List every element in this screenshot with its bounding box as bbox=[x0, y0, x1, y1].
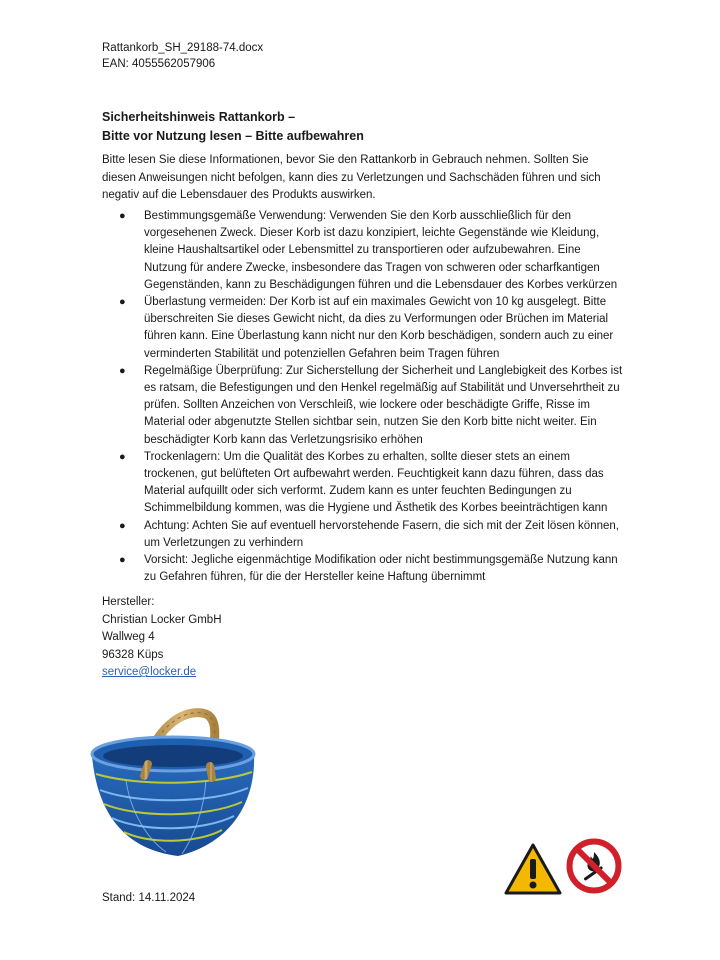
ean-code: EAN: 4055562057906 bbox=[102, 58, 216, 70]
list-item bbox=[102, 208, 624, 294]
manufacturer-email-link[interactable]: service@locker.de bbox=[102, 666, 197, 678]
manufacturer-label: Hersteller: bbox=[102, 596, 155, 608]
file-name: Rattankorb_SH_29188-74.docx bbox=[102, 42, 264, 54]
note-text: Vorsicht: Jegliche eigenmächtige Modifikation oder nicht bestimmungsgemäße Nutzung kann zu Gefahren führen, für die der Hersteller keine Haftung übernimmt bbox=[144, 554, 618, 584]
title-line-1: Sicherheitshinweis Rattankorb – bbox=[102, 110, 296, 124]
note-text: Achtung: Achten Sie auf eventuell hervorstehende Fasern, die sich mit der Zeit lösen können, um Verletzungen zu verhindern bbox=[144, 519, 619, 549]
list-item bbox=[102, 294, 624, 363]
bullet-icon: ● bbox=[119, 450, 126, 463]
bullet-icon: ● bbox=[119, 296, 126, 309]
list-item bbox=[102, 552, 624, 586]
note-text: Trockenlagern: Um die Qualität des Korbes zu erhalten, sollte dieser stets an einem trockenen, gut belüfteten Ort aufbewahrt werden. Feuchtigkeit kann dazu führen, dass das Material aufquillt oder sich verformt. Zudem kann es unter feuchten Bedingungen zu Schimmelbildung kommen, was die Hygiene und Ästhetik des Korbes beeinträchtigen kann bbox=[144, 450, 608, 515]
note-text: Überlastung vermeiden: Der Korb ist auf ein maximales Gewicht von 10 kg ausgelegt. Bitte überschreiten Sie dieses Gewicht nicht, da dies zu Verformungen oder Brüchen im Material führen kann. Eine Überlastung kann nicht nur den Korb beschädigen, sondern auch zu einer verminderten Stabilität und potenziellen Gefahren beim Tragen führen bbox=[144, 296, 614, 360]
date-stamp: Stand: 14.11.2024 bbox=[102, 892, 196, 904]
manufacturer-street: Wallweg 4 bbox=[102, 631, 155, 643]
rattan-basket-image bbox=[86, 700, 258, 872]
list-item bbox=[102, 363, 624, 449]
warning-triangle-icon bbox=[503, 842, 563, 896]
bullet-icon: ● bbox=[119, 554, 126, 567]
bullet-icon: ● bbox=[119, 364, 126, 377]
safety-notes-list bbox=[102, 208, 624, 586]
manufacturer-company: Christian Locker GmbH bbox=[102, 613, 222, 626]
note-text: Regelmäßige Überprüfung: Zur Sicherstellung der Sicherheit und Langlebigkeit des Korbes ist es ratsam, die Befestigungen und den Henkel regelmäßig auf Stabilität und Unversehrtheit zu prüfen. Sollten Anzeichen von Verschleiß, wie lockere oder beschädigte Griffe, Risse im Material oder abgenutzte Stellen sichtbar sein, nutzen Sie den Korb bitte nicht weiter. Ein beschädigter Korb kann das Verletzungsrisiko erhöhen bbox=[144, 364, 623, 446]
manufacturer-city: 96328 Küps bbox=[102, 648, 164, 661]
manufacturer-block bbox=[102, 594, 222, 682]
title-line-2: Bitte vor Nutzung lesen – Bitte aufbewahren bbox=[102, 129, 364, 143]
intro-paragraph: Bitte lesen Sie diese Informationen, bevor Sie den Rattankorb in Gebrauch nehmen. Sollten Sie diesen Anweisungen nicht befolgen, kann dies zu Verletzungen und Sachschäden führen und sich negativ auf die Lebensdauer des Produkts auswirken. bbox=[102, 154, 601, 201]
document-header bbox=[102, 40, 263, 72]
list-item bbox=[102, 518, 624, 552]
list-item bbox=[102, 449, 624, 518]
document-footer bbox=[102, 890, 195, 906]
no-open-fire-icon bbox=[566, 838, 622, 894]
note-text: Bestimmungsgemäße Verwendung: Verwenden Sie den Korb ausschließlich für den vorgesehenen Zweck. Dieser Korb ist dazu konzipiert, leichte Gegenstände wie Kleidung, kleine Haushaltsartikel oder Lebensmittel zu transportieren oder aufzubewahren. Eine Nutzung für andere Zwecke, insbesondere das Tragen von schweren oder scharfkantigen Gegenständen, kann zu Beschädigungen führen und die Lebensdauer des Korbes verkürzen bbox=[144, 210, 618, 291]
document-title bbox=[102, 108, 364, 146]
bullet-icon: ● bbox=[119, 519, 126, 532]
bullet-icon: ● bbox=[119, 210, 126, 222]
